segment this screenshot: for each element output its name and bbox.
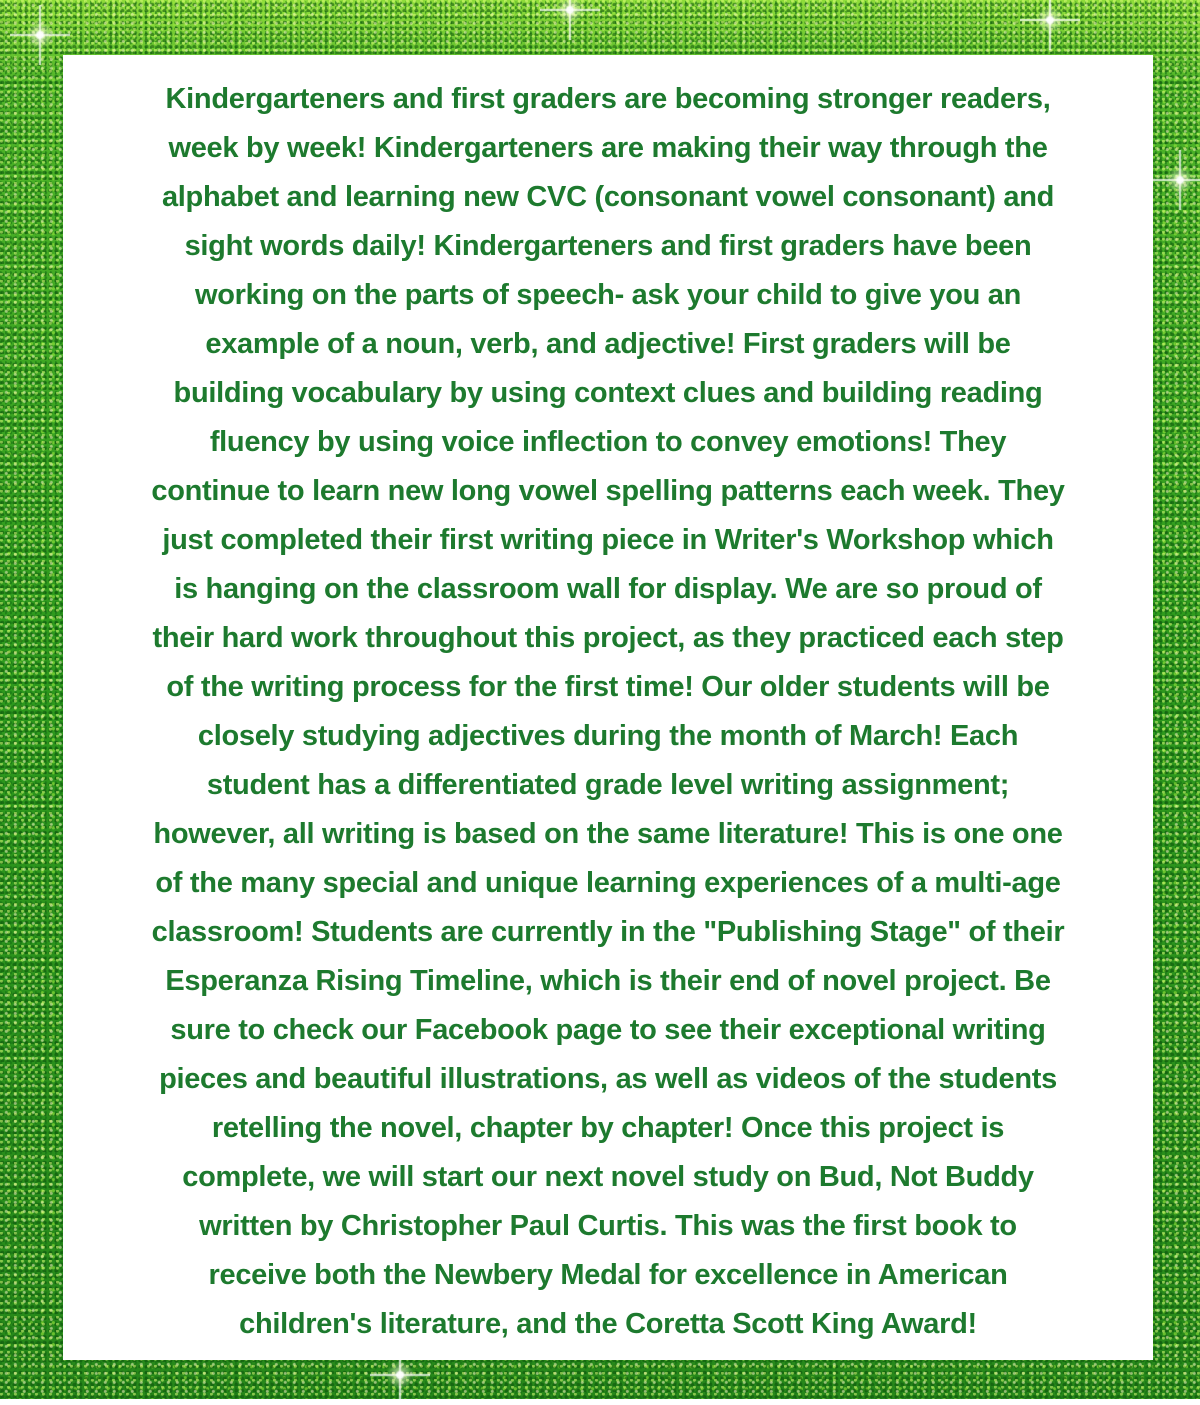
article-line: their hard work throughout this project, as they practiced each step [152, 622, 1064, 654]
article-line: student has a differentiated grade level writing assignment; [206, 769, 1010, 801]
article-line: week by week! Kindergarteners are making their way through the [168, 132, 1048, 164]
article-line: complete, we will start our next novel study on Bud, Not Buddy [182, 1161, 1034, 1193]
article-line: Kindergarteners and first graders are becoming stronger readers, [165, 83, 1051, 115]
text-panel [63, 55, 1153, 1360]
article-line: pieces and beautiful illustrations, as well as videos of the students [159, 1063, 1057, 1095]
article-line: however, all writing is based on the same literature! This is one one [153, 818, 1063, 850]
article-line: sure to check our Facebook page to see their exceptional writing [170, 1014, 1046, 1046]
article-line: sight words daily! Kindergarteners and first graders have been [184, 230, 1032, 262]
article-line: closely studying adjectives during the month of March! Each [197, 720, 1019, 752]
article-line: receive both the Newbery Medal for excellence in American [208, 1259, 1008, 1291]
article-line: Esperanza Rising Timeline, which is their end of novel project. Be [165, 965, 1051, 997]
article-line: just completed their first writing piece in Writer's Workshop which [162, 524, 1054, 556]
article-line: of the many special and unique learning experiences of a multi-age [155, 867, 1061, 899]
article-line: working on the parts of speech- ask your child to give you an [194, 279, 1022, 311]
sparkle-top-center [540, 0, 600, 40]
sparkle-top-right [1020, 0, 1080, 50]
article-line: alphabet and learning new CVC (consonant vowel consonant) and [161, 181, 1055, 213]
article-line: building vocabulary by using context clues and building reading [173, 377, 1043, 409]
article-line: written by Christopher Paul Curtis. This was the first book to [199, 1210, 1017, 1242]
article-line: of the writing process for the first time! Our older students will be [166, 671, 1050, 703]
sparkle-top-left [10, 5, 70, 65]
article-line: fluency by using voice inflection to convey emotions! They [209, 426, 1007, 458]
article-body [103, 75, 1113, 1349]
article-line: is hanging on the classroom wall for display. We are so proud of [174, 573, 1042, 605]
article-line: classroom! Students are currently in the "Publishing Stage" of their [151, 916, 1065, 948]
article-line: children's literature, and the Coretta Scott King Award! [239, 1308, 977, 1340]
article-line: continue to learn new long vowel spelling patterns each week. They [151, 475, 1065, 507]
article-line: example of a noun, verb, and adjective! First graders will be [205, 328, 1011, 360]
sparkle-right-edge [1150, 150, 1200, 210]
article-line: retelling the novel, chapter by chapter! Once this project is [211, 1112, 1005, 1144]
